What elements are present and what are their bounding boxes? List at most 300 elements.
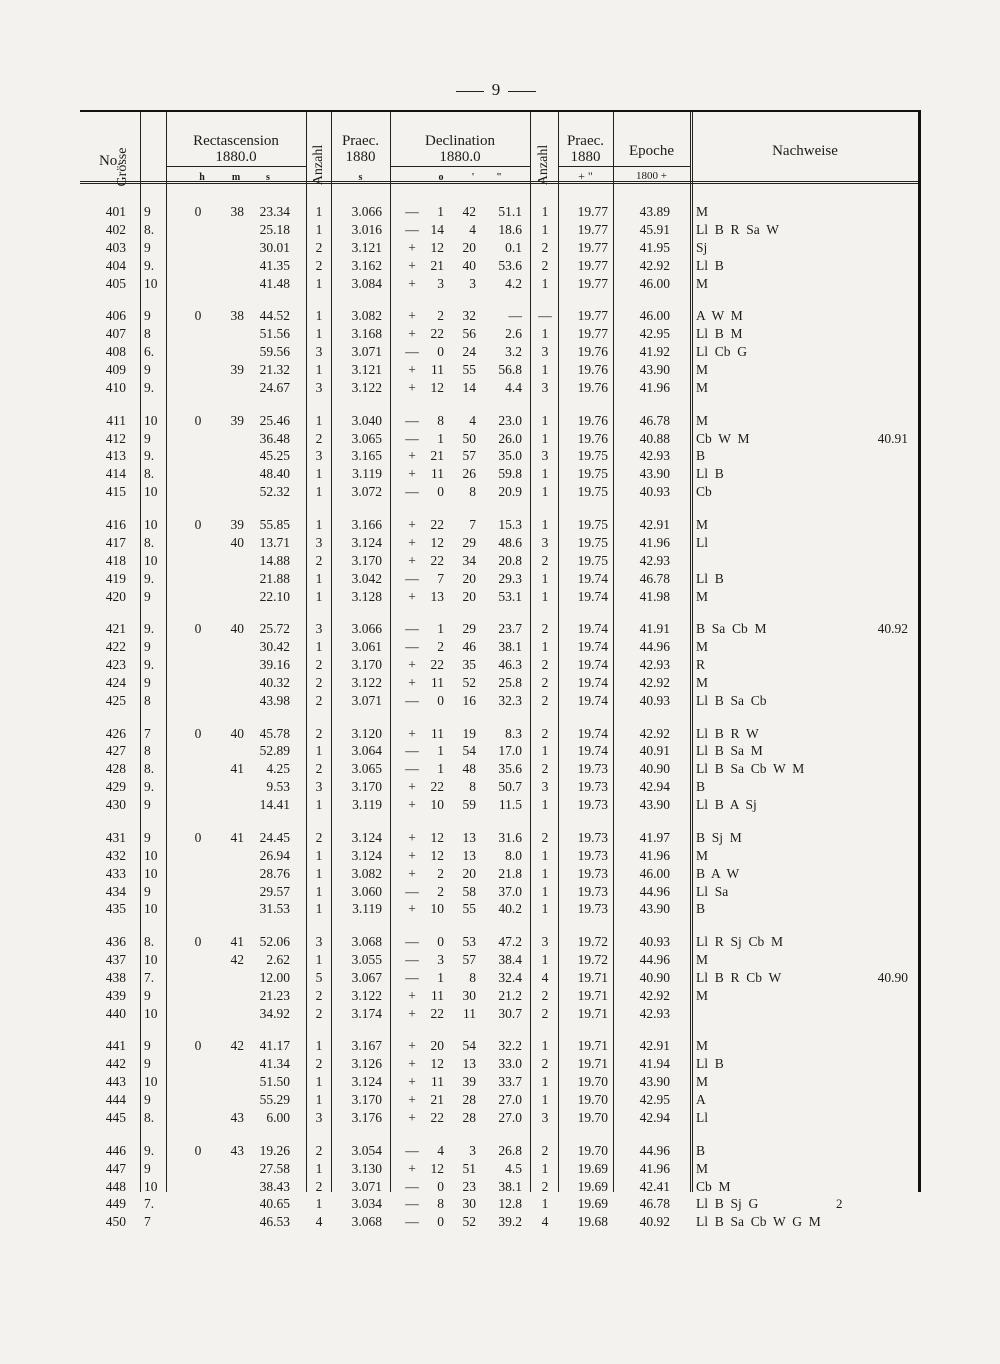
dec-precession: 19.74: [577, 657, 608, 672]
star-number: 414: [105, 466, 126, 482]
dec-precession: 19.75: [577, 484, 608, 500]
dec-minutes: 32: [462, 308, 476, 324]
dec-precession: 19.75: [577, 516, 608, 532]
ra-count: 3: [315, 779, 323, 795]
dec-sign: —: [405, 639, 419, 655]
dec-count: 2: [541, 1005, 549, 1021]
dec-sign: +: [408, 1005, 416, 1021]
ra-precession: 3.124: [351, 534, 382, 550]
header-ra-epoch: 1880.0: [215, 149, 257, 165]
dec-degrees: 20: [430, 1038, 444, 1054]
ra-precession: 3.124: [351, 847, 382, 863]
star-number: 404: [105, 257, 126, 273]
dec-degrees: 12: [430, 847, 444, 863]
dec-count: 1: [541, 221, 549, 237]
dec-count: 4: [541, 1214, 549, 1230]
dec-minutes: 20: [462, 588, 476, 604]
dec-seconds: 0.1: [505, 239, 522, 255]
references: M: [696, 639, 709, 655]
table-row: [80, 1110, 918, 1126]
ra-precession: 3.055: [351, 952, 382, 967]
magnitude: 7.: [144, 969, 155, 985]
header-epoche: Epoche: [629, 143, 674, 159]
dec-sign: +: [408, 362, 416, 377]
epoch: 44.96: [639, 1142, 670, 1158]
magnitude: 6.: [144, 344, 155, 360]
ra-count: 1: [315, 797, 323, 813]
dec-precession: 19.74: [577, 639, 608, 655]
dec-sign: +: [408, 379, 416, 395]
star-number: 412: [105, 430, 126, 446]
ra-precession: 3.068: [351, 1214, 382, 1230]
dec-precession: 19.73: [577, 901, 608, 917]
table-row: [80, 344, 918, 360]
references: M: [696, 275, 709, 291]
dec-precession: 19.74: [577, 725, 608, 741]
dec-count: 1: [541, 883, 549, 899]
epoch: 40.93: [639, 484, 670, 500]
star-number: 407: [105, 326, 126, 342]
magnitude: 9: [144, 883, 151, 899]
star-number: 419: [105, 570, 126, 586]
star-number: 432: [105, 847, 126, 863]
epoch: 41.91: [639, 621, 670, 637]
dec-precession: 19.69: [577, 1196, 608, 1212]
ra-seconds: 46.53: [259, 1214, 290, 1230]
ra-precession: 3.162: [351, 257, 382, 273]
ra-seconds: 52.06: [259, 934, 290, 950]
ra-minutes: 40: [230, 725, 244, 741]
dec-seconds: 2.6: [505, 326, 522, 342]
header-dec-unit-sec: ": [496, 172, 502, 183]
dec-degrees: 1: [437, 430, 444, 446]
references: Ll B R W: [696, 725, 759, 741]
dec-precession: 19.77: [577, 257, 608, 273]
ra-count: 2: [315, 692, 323, 708]
dec-seconds: 35.0: [498, 448, 522, 464]
ra-precession: 3.034: [351, 1196, 382, 1212]
dec-count: 1: [541, 466, 549, 482]
magnitude: 9: [144, 308, 151, 324]
dec-seconds: 33.7: [498, 1074, 522, 1090]
magnitude: 7.: [144, 1196, 155, 1212]
table-row: [80, 693, 918, 709]
magnitude: 9.: [144, 570, 155, 586]
star-number: 444: [105, 1092, 126, 1108]
dec-subheader-rule: [390, 166, 530, 167]
dec-degrees: 22: [430, 657, 444, 672]
magnitude: 9: [144, 639, 151, 655]
ra-seconds: 55.29: [259, 1092, 290, 1108]
dec-minutes: 7: [469, 516, 476, 532]
dec-seconds: 38.1: [498, 639, 522, 655]
star-number: 440: [105, 1005, 126, 1021]
epoch: 41.96: [639, 379, 670, 395]
dec-seconds: 38.1: [498, 1178, 522, 1194]
epoch: 42.92: [639, 257, 670, 273]
dec-minutes: 59: [462, 797, 476, 813]
epoch: 40.88: [639, 430, 670, 446]
ra-seconds: 59.56: [259, 344, 290, 360]
dec-count: 1: [541, 484, 549, 500]
table-row: [80, 204, 918, 220]
dec-precession: 19.69: [577, 1178, 608, 1194]
ra-count: 4: [315, 1214, 323, 1230]
magnitude: 9: [144, 239, 151, 255]
dec-degrees: 2: [437, 883, 444, 899]
magnitude: 9.: [144, 779, 155, 795]
table-row: [80, 308, 918, 324]
dec-minutes: 8: [469, 779, 476, 795]
dec-sign: —: [405, 743, 419, 759]
ra-seconds: 14.41: [259, 797, 290, 813]
dec-degrees: 10: [430, 797, 444, 813]
dec-count: 2: [541, 239, 549, 255]
ra-count: 1: [315, 639, 323, 655]
references: M: [696, 516, 709, 532]
dec-seconds: 4.2: [505, 275, 522, 291]
dec-count: 2: [541, 829, 549, 845]
star-number: 449: [105, 1196, 126, 1212]
dec-minutes: 54: [462, 743, 476, 759]
ra-count: 3: [315, 344, 323, 360]
magnitude: 10: [144, 1005, 158, 1021]
ra-precession: 3.166: [351, 516, 382, 532]
table-row: [80, 553, 918, 569]
star-number: 406: [105, 308, 126, 324]
ra-precession: 3.119: [352, 797, 382, 813]
ra-hours: 0: [194, 204, 202, 219]
margin-note: 40.92: [877, 621, 908, 637]
ra-count: 2: [315, 725, 323, 741]
ra-subheader-rule: [166, 166, 306, 167]
dec-count: 3: [541, 448, 549, 464]
dec-count: 2: [541, 1056, 549, 1072]
dec-sign: —: [405, 883, 419, 899]
dec-degrees: 11: [431, 1074, 444, 1090]
ra-seconds: 24.67: [259, 379, 290, 395]
magnitude: 8: [144, 692, 151, 708]
table-row: [80, 1074, 918, 1090]
ra-precession: 3.165: [351, 448, 382, 464]
magnitude: 9: [144, 1160, 151, 1176]
ra-count: 2: [315, 552, 323, 568]
epoch: 42.94: [639, 779, 670, 795]
dec-seconds: 33.0: [498, 1056, 522, 1072]
star-number: 431: [105, 829, 126, 845]
epoch: 42.92: [639, 987, 670, 1003]
ra-hours: 0: [194, 516, 202, 532]
magnitude: 9: [144, 430, 151, 446]
dec-precession: 19.74: [577, 621, 608, 637]
dec-count: 2: [541, 1178, 549, 1194]
star-number: 428: [105, 761, 126, 777]
ra-seconds: 14.88: [259, 552, 290, 568]
dec-count: 3: [541, 379, 549, 395]
header-ra-unit-m: m: [231, 172, 241, 183]
epoch: 43.90: [639, 466, 670, 482]
header-epoche-unit: 1800 +: [636, 170, 667, 182]
dec-count: 3: [541, 934, 549, 950]
magnitude: 10: [144, 516, 158, 532]
dec-seconds: 4.4: [505, 379, 522, 395]
dec-degrees: 22: [430, 326, 444, 342]
epoch: 40.93: [639, 934, 670, 950]
dec-precession: 19.75: [577, 534, 608, 550]
ra-minutes: 43: [230, 1142, 244, 1158]
star-number: 411: [106, 412, 126, 428]
dec-precession: 19.74: [577, 674, 608, 690]
ra-count: 2: [315, 987, 323, 1003]
dec-count: 1: [541, 1074, 549, 1090]
dec-sign: —: [405, 344, 419, 360]
page-number-dash-right: [508, 91, 536, 92]
dec-sign: —: [405, 430, 419, 446]
dec-count: 1: [541, 326, 549, 342]
header-praec-dec-unit: + ": [578, 169, 593, 183]
epoch: 43.90: [639, 901, 670, 917]
epoch: 41.95: [639, 239, 670, 255]
ra-seconds: 39.16: [259, 657, 290, 672]
dec-minutes: 23: [462, 1178, 476, 1194]
dec-sign: —: [405, 412, 419, 428]
star-number: 409: [105, 362, 126, 377]
dec-degrees: 2: [437, 865, 444, 881]
dec-sign: +: [408, 466, 416, 482]
table-row: [80, 413, 918, 429]
dec-degrees: 1: [437, 761, 444, 777]
star-number: 415: [105, 484, 126, 500]
epoch: 42.91: [639, 516, 670, 532]
epoch: 43.90: [639, 362, 670, 377]
dec-degrees: 0: [437, 484, 444, 500]
ra-precession: 3.060: [351, 883, 382, 899]
dec-precession: 19.74: [577, 743, 608, 759]
ra-precession: 3.167: [351, 1038, 382, 1054]
dec-sign: —: [405, 221, 419, 237]
magnitude: 9: [144, 204, 151, 219]
header-praec-ra: Praec.: [341, 133, 380, 149]
ra-seconds: 51.56: [259, 326, 290, 342]
dec-sign: +: [408, 847, 416, 863]
magnitude: 10: [144, 275, 158, 291]
dec-count: 1: [541, 952, 549, 967]
star-number: 424: [105, 674, 126, 690]
magnitude: 7: [144, 725, 151, 741]
star-number: 430: [105, 797, 126, 813]
references: Ll B Sa Cb W M: [696, 761, 805, 777]
dec-precession: 19.71: [577, 1056, 608, 1072]
dec-degrees: 11: [431, 987, 444, 1003]
dec-degrees: 0: [437, 692, 444, 708]
ra-count: 3: [315, 621, 323, 637]
ra-seconds: 43.98: [259, 692, 290, 708]
dec-minutes: 20: [462, 570, 476, 586]
dec-precession: 19.77: [577, 308, 608, 324]
dec-sign: —: [405, 621, 419, 637]
header-praec-dec: Praec.: [566, 133, 605, 149]
ra-seconds: 25.46: [259, 412, 290, 428]
star-number: 436: [105, 934, 126, 950]
dec-minutes: 26: [462, 466, 476, 482]
dec-count: 2: [541, 725, 549, 741]
ra-seconds: 25.18: [259, 221, 290, 237]
dec-sign: +: [408, 448, 416, 464]
star-number: 422: [105, 639, 126, 655]
ra-seconds: 31.53: [259, 901, 290, 917]
star-number: 439: [105, 987, 126, 1003]
ra-seconds: 28.76: [259, 865, 290, 881]
dec-count: 2: [541, 692, 549, 708]
dec-precession: 19.76: [577, 430, 608, 446]
star-number: 450: [105, 1214, 126, 1230]
table-row: [80, 431, 918, 447]
ra-seconds: 6.00: [266, 1110, 290, 1125]
dec-sign: —: [405, 484, 419, 500]
dec-precession: 19.75: [577, 552, 608, 568]
table-row: [80, 1056, 918, 1072]
star-number: 402: [105, 221, 126, 237]
dec-sign: —: [405, 761, 419, 777]
magnitude: 10: [144, 1074, 158, 1090]
table-row: [80, 621, 918, 637]
dec-minutes: 57: [462, 448, 476, 464]
references: Ll B Sa Cb W G M: [696, 1214, 821, 1230]
dec-degrees: 12: [430, 829, 444, 845]
magnitude: 8.: [144, 534, 155, 550]
dec-seconds: 39.2: [498, 1214, 522, 1230]
dec-degrees: 0: [437, 1214, 444, 1230]
dec-seconds: 59.8: [498, 466, 522, 482]
references: Cb: [696, 484, 712, 500]
table-row: [80, 761, 918, 777]
table-row: [80, 830, 918, 846]
dec-minutes: 16: [462, 692, 476, 708]
star-number: 413: [105, 448, 126, 464]
dec-minutes: 3: [469, 1142, 476, 1158]
star-number: 426: [105, 725, 126, 741]
dec-seconds: 32.3: [498, 692, 522, 708]
dec-count: 1: [541, 362, 549, 377]
epoch: 43.90: [639, 1074, 670, 1090]
dec-count: 1: [541, 412, 549, 428]
ra-precession: 3.124: [351, 829, 382, 845]
header-anzahl: Anzahl: [311, 144, 326, 186]
magnitude: 8.: [144, 761, 155, 777]
magnitude: 7: [144, 1214, 151, 1230]
epoch: 41.92: [639, 344, 670, 360]
dec-degrees: 1: [437, 743, 444, 759]
page-number: 9: [446, 80, 546, 100]
references: B: [696, 448, 706, 464]
magnitude: 9: [144, 987, 151, 1003]
epoch: 42.93: [639, 1005, 670, 1021]
dec-degrees: 7: [437, 570, 444, 586]
epoch: 43.89: [639, 204, 670, 219]
dec-seconds: 21.8: [498, 865, 522, 881]
dec-minutes: 54: [462, 1038, 476, 1054]
dec-count: 1: [541, 901, 549, 917]
dec-count: 3: [541, 779, 549, 795]
ra-seconds: 45.25: [259, 448, 290, 464]
table-row: [80, 326, 918, 342]
references: Ll B Sa Cb: [696, 692, 767, 708]
ra-count: 2: [315, 430, 323, 446]
ra-precession: 3.168: [351, 326, 382, 342]
dec-precession: 19.69: [577, 1160, 608, 1176]
ra-hours: 0: [194, 308, 202, 324]
table-row: [80, 797, 918, 813]
references: M: [696, 379, 709, 395]
header-praec-dec-year: 1880: [570, 149, 601, 165]
epoch: 41.96: [639, 534, 670, 550]
dec-degrees: 14: [430, 221, 444, 237]
dec-seconds: 32.4: [498, 969, 522, 985]
ra-precession: 3.082: [351, 865, 382, 881]
ra-minutes: 40: [230, 534, 244, 550]
ra-hours: 0: [194, 1142, 202, 1158]
dec-precession: 19.73: [577, 779, 608, 795]
dec-sign: —: [405, 934, 419, 950]
dec-degrees: 11: [431, 362, 444, 377]
ra-seconds: 30.01: [259, 239, 290, 255]
ra-precession: 3.130: [351, 1160, 382, 1176]
magnitude: 9: [144, 362, 151, 377]
dec-sign: +: [408, 1160, 416, 1176]
ra-seconds: 41.48: [259, 275, 290, 291]
star-number: 434: [105, 883, 126, 899]
dec-degrees: 12: [430, 1160, 444, 1176]
dec-minutes: 4: [469, 221, 476, 237]
table-row: [80, 970, 918, 986]
dec-count: 1: [541, 588, 549, 604]
dec-count: 1: [541, 797, 549, 813]
ra-seconds: 41.35: [259, 257, 290, 273]
table-row: [80, 362, 918, 378]
dec-degrees: 2: [437, 639, 444, 655]
dec-count: 1: [541, 743, 549, 759]
margin-note: 40.90: [877, 969, 908, 985]
praec-epoche-subheader-rule: [558, 166, 690, 167]
dec-sign: +: [408, 657, 416, 672]
dec-degrees: 1: [437, 204, 444, 219]
dec-seconds: 20.9: [498, 484, 522, 500]
ra-count: 1: [315, 308, 323, 324]
magnitude: 10: [144, 901, 158, 917]
dec-seconds: 18.6: [498, 221, 522, 237]
dec-count: 1: [541, 847, 549, 863]
epoch: 45.91: [639, 221, 670, 237]
epoch: 42.92: [639, 674, 670, 690]
dec-count: 1: [541, 430, 549, 446]
header-ra-title: Rectascension: [193, 133, 279, 149]
magnitude: 10: [144, 952, 158, 967]
ra-seconds: 12.00: [259, 969, 290, 985]
dec-sign: +: [408, 1056, 416, 1072]
dec-count: 1: [541, 275, 549, 291]
star-number: 441: [105, 1038, 126, 1054]
ra-minutes: 38: [230, 308, 244, 324]
ra-seconds: 41.17: [259, 1038, 290, 1054]
ra-count: 3: [315, 1110, 323, 1125]
epoch: 42.93: [639, 448, 670, 464]
dec-sign: +: [408, 1074, 416, 1090]
dec-minutes: 8: [469, 969, 476, 985]
table-row: [80, 884, 918, 900]
star-number: 403: [105, 239, 126, 255]
magnitude: 10: [144, 552, 158, 568]
ra-seconds: 24.45: [259, 829, 290, 845]
